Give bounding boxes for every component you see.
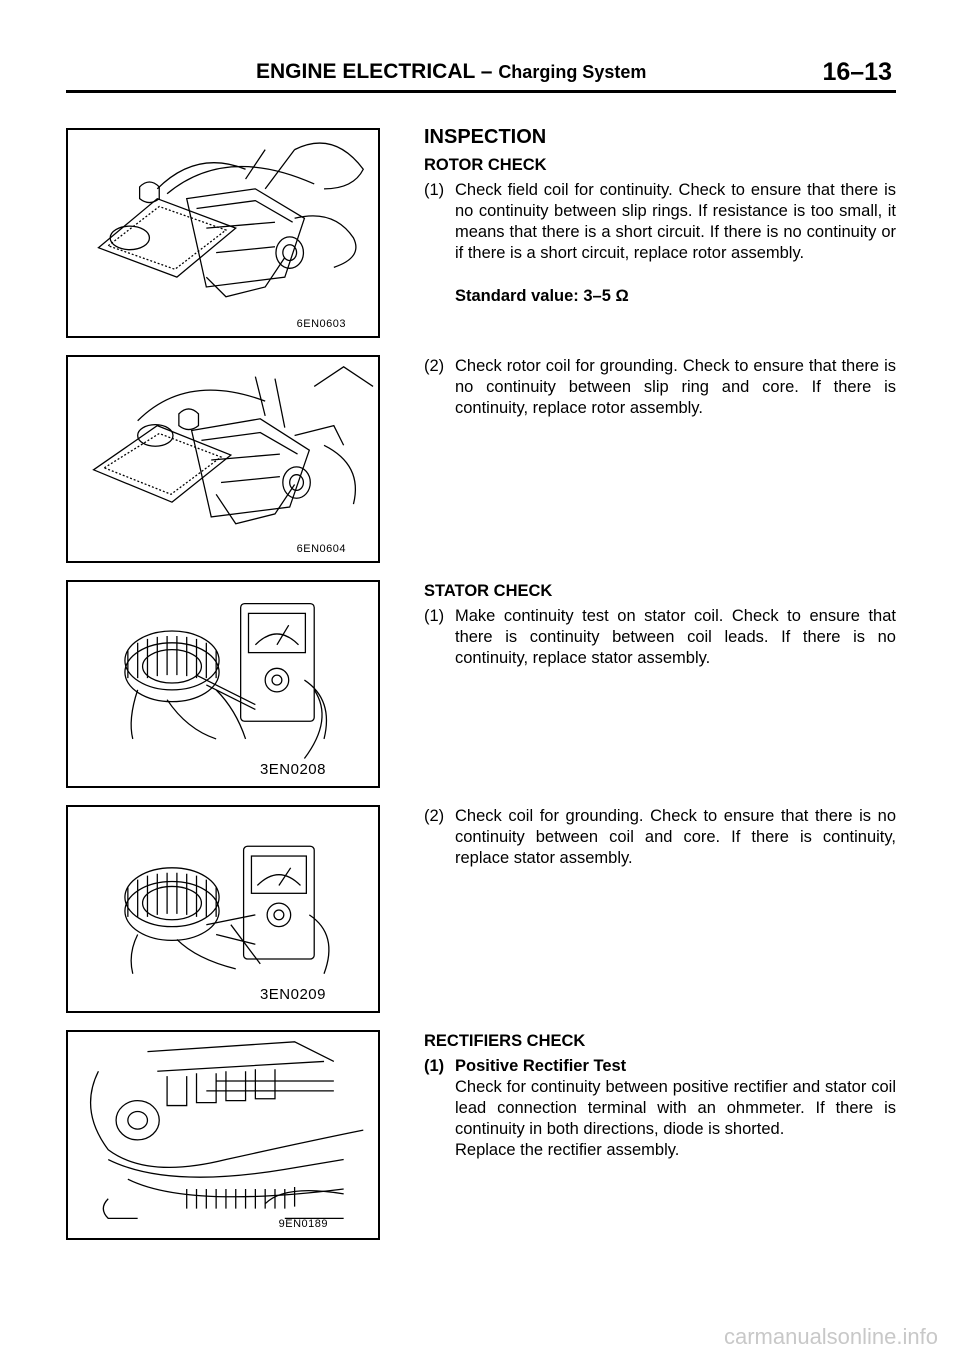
step-body	[455, 1056, 896, 1161]
rotor-check-heading: ROTOR CHECK	[424, 156, 547, 174]
stator-grounding-illustration	[68, 807, 378, 1011]
figure-code: 6EN0604	[296, 543, 346, 555]
rotor-step-2	[424, 356, 896, 419]
step-text: Make continuity test on stator coil. Check to ensure that there is continuity between coil leads. If there is no continuity, replace stator assembly.	[455, 607, 896, 667]
stator-continuity-illustration	[68, 582, 378, 786]
stator-step-1	[424, 606, 896, 669]
section-name: ENGINE ELECTRICAL –	[256, 60, 499, 83]
section-title	[256, 60, 646, 84]
stator-check-heading: STATOR CHECK	[424, 582, 553, 600]
step-text: Check field coil for continuity. Check to ensure that there is no continuity between slip rings. If resistance is too small, it means that there is a short circuit. If there is no continuity or if there is a short circuit, replace rotor assembly.	[455, 181, 896, 262]
step-number: (1)	[424, 181, 445, 199]
step-number: (2)	[424, 357, 445, 375]
step-title: Positive Rectifier Test	[455, 1057, 627, 1075]
figure-rotor-grounding	[66, 355, 380, 563]
inspection-title: INSPECTION	[424, 126, 547, 148]
figure-code: 3EN0208	[259, 761, 326, 778]
figure-stator-grounding	[66, 805, 380, 1013]
figure-code: 6EN0603	[296, 318, 346, 330]
figure-stator-continuity	[66, 580, 380, 788]
subsection-name: Charging System	[498, 62, 647, 82]
rotor-continuity-illustration	[68, 130, 378, 336]
page-header	[66, 56, 896, 93]
rectifier-illustration	[68, 1032, 378, 1238]
step-text-2: Replace the rectifier assembly.	[455, 1141, 680, 1159]
step-number: (1)	[424, 1057, 445, 1075]
figure-code: 3EN0209	[259, 986, 326, 1003]
figure-rectifier	[66, 1030, 380, 1240]
figure-code: 9EN0189	[278, 1218, 328, 1230]
watermark: carmanualsonline.info	[723, 1324, 938, 1349]
rectifiers-check-heading: RECTIFIERS CHECK	[424, 1032, 586, 1050]
page-number: 16–13	[822, 58, 892, 86]
rotor-step-1	[424, 180, 896, 264]
step-text: Check rotor coil for grounding. Check to ensure that there is no continuity between slip ring and core. If there is continuity, replace rotor assembly.	[455, 357, 896, 417]
step-number: (1)	[424, 607, 445, 625]
figure-rotor-continuity	[66, 128, 380, 338]
rotor-grounding-illustration	[68, 357, 378, 561]
rectifier-step-1	[424, 1056, 896, 1161]
stator-step-2	[424, 806, 896, 869]
step-number: (2)	[424, 807, 445, 825]
standard-value: Standard value: 3–5 Ω	[455, 287, 629, 305]
step-text: Check for continuity between positive rectifier and stator coil lead connection terminal with an ohmmeter. If there is continuity in both directions, diode is shorted.	[455, 1078, 896, 1138]
step-text: Check coil for grounding. Check to ensure that there is no continuity between coil and core. If there is continuity, replace stator assembly.	[455, 807, 896, 867]
